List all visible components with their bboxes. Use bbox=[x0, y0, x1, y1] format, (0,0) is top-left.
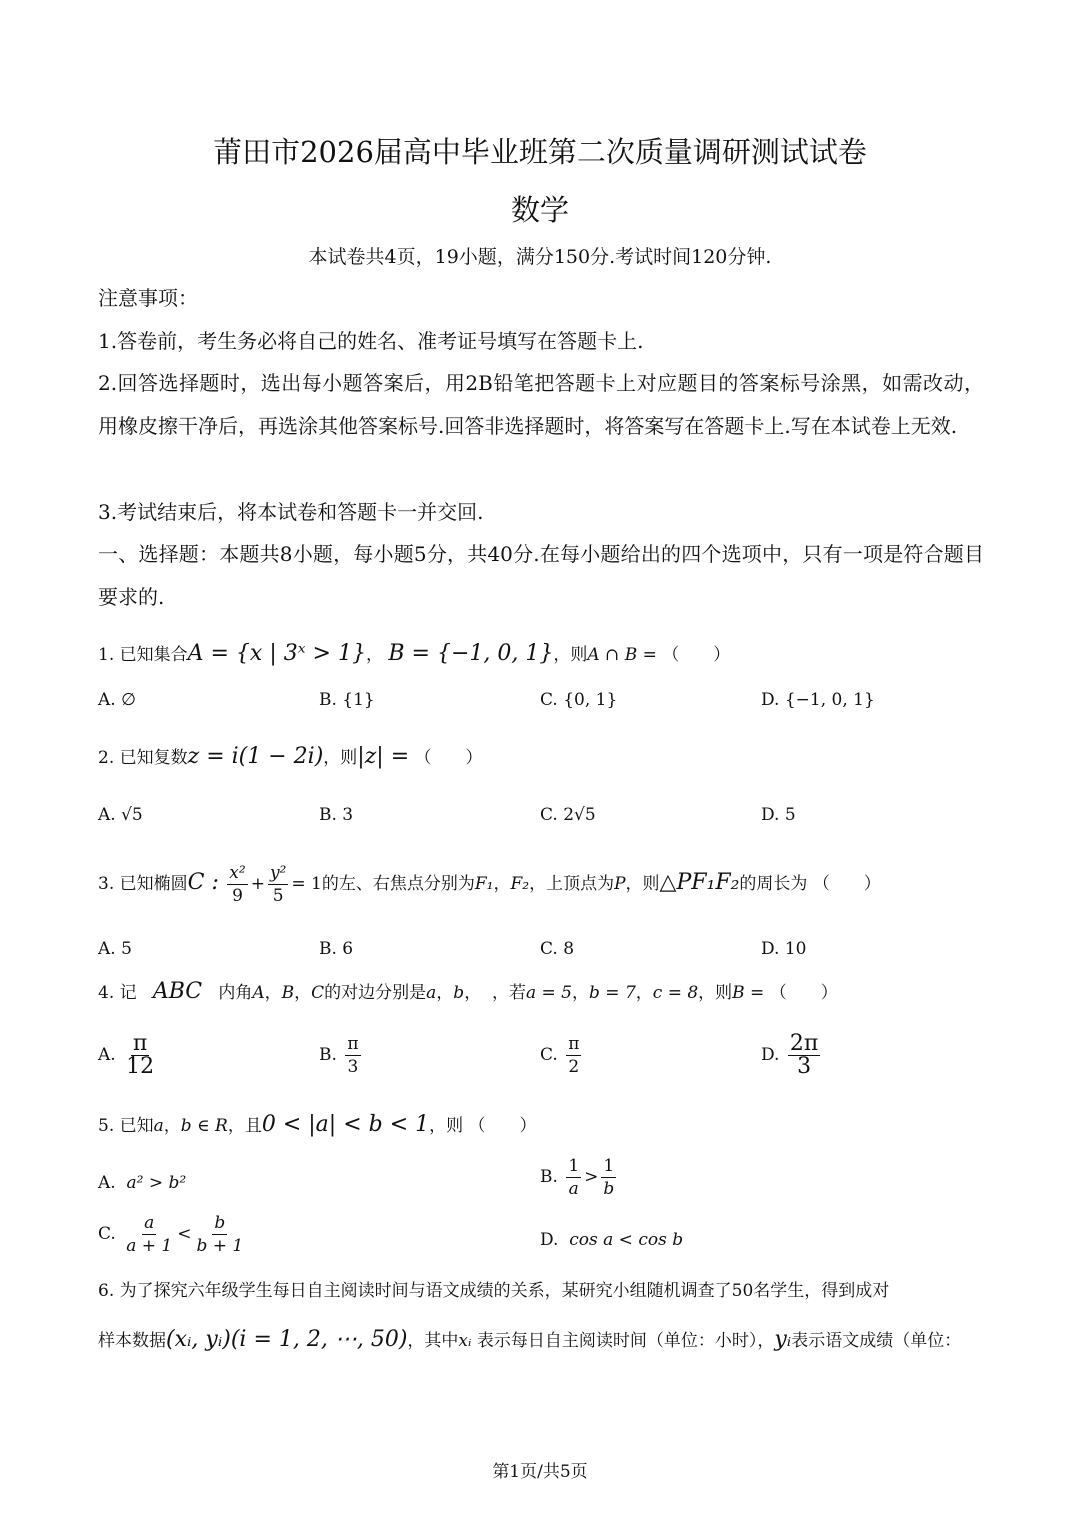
q5-option-b[interactable]: B. $\frac{1}{a}$ > $\frac{1}{b}$ bbox=[540, 1156, 615, 1199]
q5-b-frac-a: $\frac{1}{a}$ bbox=[568, 1156, 580, 1199]
notice-heading: 注意事项： bbox=[98, 286, 198, 310]
question-2: 2. 已知复数z = i(1 − 2i)，则|z| = （ ） bbox=[98, 744, 483, 769]
q1-option-c[interactable]: C. {0, 1} bbox=[540, 690, 618, 710]
q3-option-a[interactable]: A. 5 bbox=[98, 939, 132, 959]
q4-option-b[interactable]: B. $\frac{\pi}{3}$ bbox=[319, 1034, 359, 1077]
ellipse-x-fraction: $\frac{\text{x²}}{9}$ bbox=[229, 863, 246, 906]
question-4: 4. 记 ABC 内角A，B，C的对边分别是a，b， ，若a = 5，b = 7，c = 8，则B = （ ） bbox=[98, 979, 838, 1004]
notice-item-3: 3.考试结束后，将本试卷和答题卡一并交回. bbox=[98, 500, 484, 524]
question-5: 5. 已知a，b ∈ R，且0 < |a| < b < 1，则 （ ） bbox=[98, 1112, 537, 1137]
q5-option-d[interactable]: D. cos a < cos b bbox=[540, 1230, 684, 1250]
q4-a-fraction: $\frac{\pi}{12}$ bbox=[126, 1031, 155, 1079]
q1-option-d[interactable]: D. {−1, 0, 1} bbox=[761, 690, 875, 710]
q2-option-c[interactable]: C. 2√5 bbox=[540, 805, 596, 825]
q5-c-frac-b: $\frac{b}{b + 1}$ bbox=[196, 1213, 244, 1256]
exam-subject: 数学 bbox=[510, 193, 569, 227]
q4-b-fraction: $\frac{\pi}{3}$ bbox=[347, 1034, 359, 1077]
q1-option-b[interactable]: B. {1} bbox=[319, 690, 375, 710]
q5-c-frac-a: $\frac{a}{a + 1}$ bbox=[126, 1213, 173, 1256]
q5-option-c[interactable]: C. $\frac{a}{a + 1}$ < $\frac{b}{b + 1}$ bbox=[98, 1213, 244, 1256]
q5-b-frac-b: $\frac{1}{b}$ bbox=[603, 1156, 615, 1199]
q3-option-d[interactable]: D. 10 bbox=[761, 939, 807, 959]
section-heading: 一、选择题：本题共8小题，每小题5分，共40分.在每小题给出的四个选项中，只有一项是符合题目要求的. bbox=[98, 542, 984, 609]
q4-c-fraction: $\frac{\pi}{2}$ bbox=[568, 1034, 580, 1077]
exam-title: 莆田市2026届高中毕业班第二次质量调研测试试卷 bbox=[213, 135, 867, 169]
q5-option-a[interactable]: A. a² > b² bbox=[98, 1173, 187, 1193]
q4-option-c[interactable]: C. $\frac{\pi}{2}$ bbox=[540, 1034, 580, 1077]
q2-option-a[interactable]: A. √5 bbox=[98, 805, 143, 825]
q3-option-c[interactable]: C. 8 bbox=[540, 939, 575, 959]
question-6-line-1: 6. 为了探究六年级学生每日自主阅读时间与语文成绩的关系，某研究小组随机调查了50名学生，得到成对 bbox=[98, 1281, 890, 1301]
q2-option-b[interactable]: B. 3 bbox=[319, 805, 354, 825]
q4-option-d[interactable]: D. $\frac{2\pi}{3}$ bbox=[761, 1031, 819, 1079]
q4-d-fraction: $\frac{2\pi}{3}$ bbox=[789, 1031, 819, 1079]
q4-option-a[interactable]: A. $\frac{\pi}{12}$ bbox=[98, 1031, 155, 1079]
ellipse-y-fraction: $\frac{\text{y²}}{5}$ bbox=[269, 863, 287, 906]
q2-option-d[interactable]: D. 5 bbox=[761, 805, 796, 825]
q3-option-b[interactable]: B. 6 bbox=[319, 939, 354, 959]
q1-option-a[interactable]: A. ∅ bbox=[98, 690, 136, 710]
question-1: 1. 已知集合A = {x | 3ˣ > 1}， B = {−1, 0, 1}，则A ∩ B = （ ） bbox=[98, 641, 731, 666]
notice-item-2: 2.回答选择题时，选出每小题答案后，用2B铅笔把答题卡上对应题目的答案标号涂黑，如需改动，用橡皮擦干净后，再选涂其他答案标号.回答非选择题时，将答案写在答题卡上.写在本试卷上无效. bbox=[98, 371, 984, 438]
question-6-line-2: 样本数据(xᵢ, yᵢ)(i = 1, 2, ⋯, 50)，其中xᵢ 表示每日自主阅读时间（单位：小时），yᵢ表示语文成绩（单位： bbox=[98, 1327, 962, 1352]
question-3: 3. 已知椭圆C : $\frac{\text{x²}}{9}$ + $\frac{\text{y²}}{5}$ = 1的左、右焦点分别为F₁，F₂，上顶点为P，则△PF₁F₂的周长为 （ ） bbox=[98, 863, 881, 906]
page-footer: 第1页/共5页 bbox=[492, 1462, 588, 1482]
notice-item-1: 1.答卷前，考生务必将自己的姓名、准考证号填写在答题卡上. bbox=[98, 329, 644, 353]
exam-info: 本试卷共4页，19小题，满分150分.考试时间120分钟. bbox=[308, 246, 772, 268]
